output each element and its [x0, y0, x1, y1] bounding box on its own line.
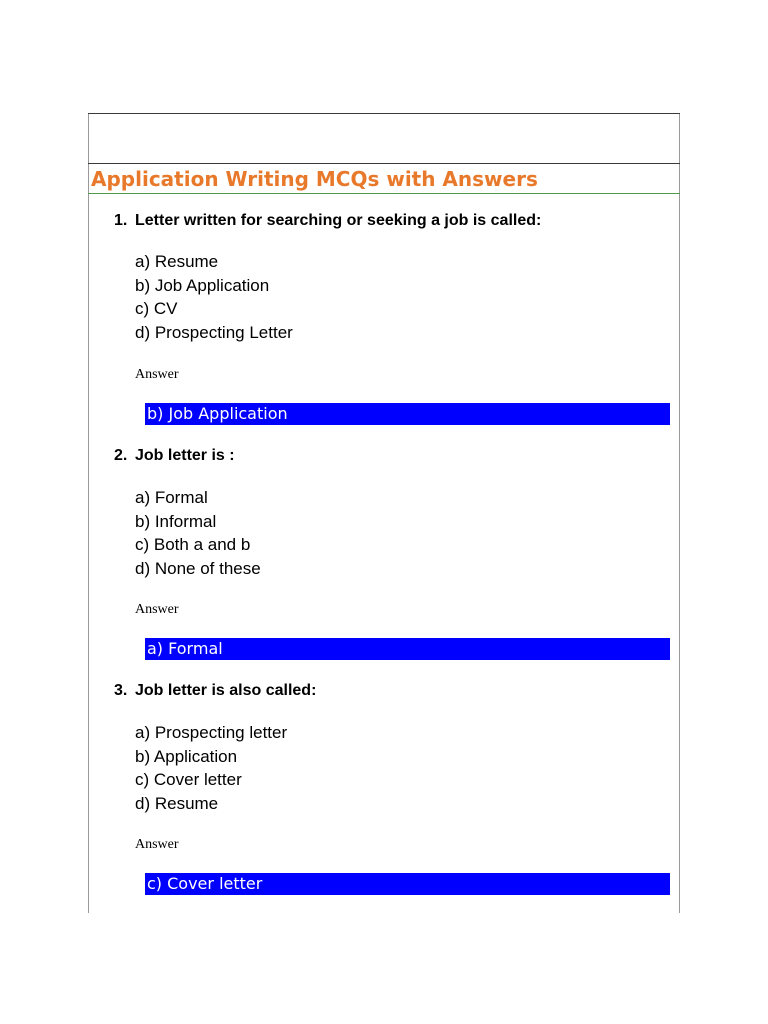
title-top-divider	[88, 163, 680, 164]
page-title: Application Writing MCQs with Answers	[91, 167, 538, 191]
answer-reveal-1[interactable]: b) Job Application	[145, 403, 670, 425]
option-d: d) None of these	[135, 558, 261, 578]
option-a: a) Formal	[135, 488, 208, 507]
option-b: b) Informal	[135, 511, 217, 531]
option-d: d) Resume	[135, 793, 219, 813]
answer-reveal-3[interactable]: c) Cover letter	[145, 873, 670, 895]
question-text: Letter written for searching or seeking a job is called:	[135, 212, 542, 229]
option-a: a) Resume	[135, 252, 219, 271]
option-c: c) Both a and b	[135, 535, 251, 554]
option-d: d) Prospecting Letter	[135, 322, 293, 342]
options-list-3	[135, 721, 287, 815]
question-1	[114, 211, 674, 231]
question-2	[114, 446, 674, 466]
question-3	[114, 681, 674, 701]
question-number: 1.	[114, 212, 128, 229]
option-a: a) Prospecting letter	[135, 723, 288, 742]
question-text: Job letter is also called:	[135, 682, 317, 699]
answer-label-2: Answer	[135, 602, 179, 617]
question-text: Job letter is :	[135, 447, 235, 464]
answer-label-1: Answer	[135, 367, 179, 382]
question-number: 2.	[114, 447, 128, 464]
title-underline	[88, 193, 680, 194]
option-c: c) CV	[135, 299, 178, 318]
top-divider	[88, 113, 680, 114]
options-list-1	[135, 250, 293, 344]
option-c: c) Cover letter	[135, 770, 242, 789]
answer-label-3: Answer	[135, 837, 179, 852]
question-number: 3.	[114, 682, 128, 699]
answer-reveal-2[interactable]: a) Formal	[145, 638, 670, 660]
option-b: b) Job Application	[135, 275, 270, 295]
option-b: b) Application	[135, 746, 238, 766]
options-list-2	[135, 486, 261, 580]
